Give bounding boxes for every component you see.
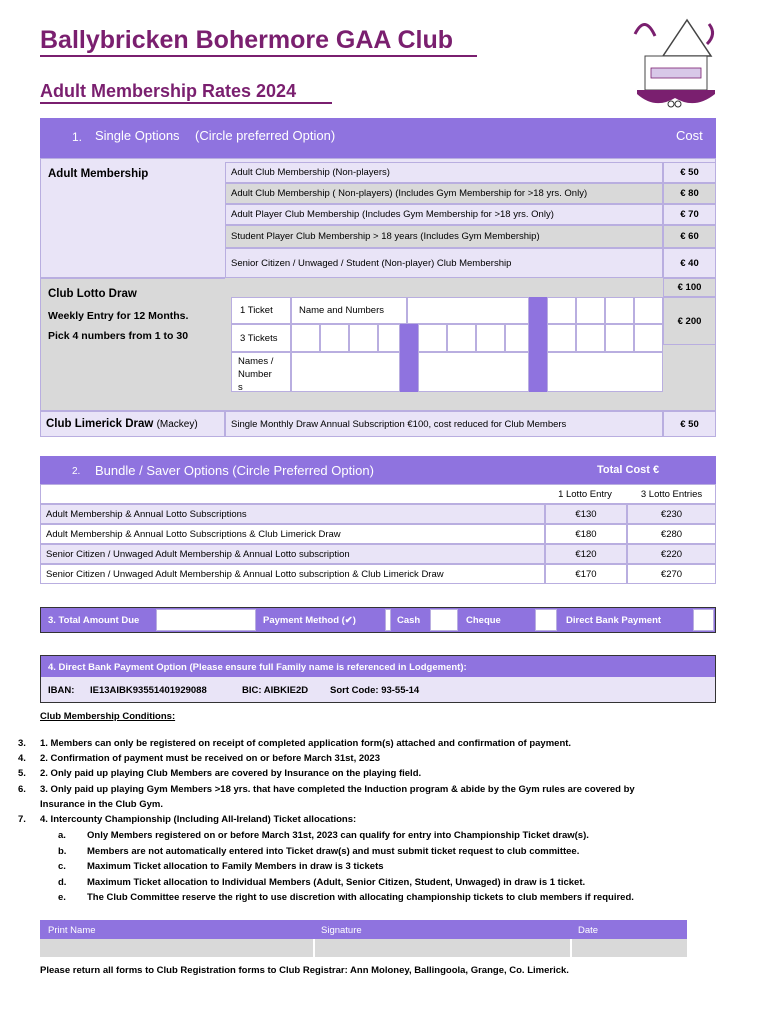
section1-header: [40, 118, 716, 158]
names-field[interactable]: [547, 352, 663, 392]
bundle-cost-three[interactable]: €220: [627, 544, 716, 564]
bundle-cost-three[interactable]: €280: [627, 524, 716, 544]
option-desc: Single Monthly Draw Annual Subscription €100, cost reduced for Club Members: [231, 418, 567, 430]
names-numbers-label: [231, 352, 291, 392]
names-field[interactable]: [418, 352, 529, 392]
three-ticket-number-box[interactable]: [291, 324, 320, 352]
payment-method-divider: [385, 609, 391, 631]
condition-num: 5.: [18, 768, 26, 779]
three-ticket-number-box[interactable]: [476, 324, 505, 352]
bundle-cost-one[interactable]: €180: [545, 524, 627, 544]
date-field[interactable]: [572, 939, 687, 957]
option-row[interactable]: [225, 162, 663, 183]
bank-title: 4. Direct Bank Payment Option (Please ensure full Family name is referenced in Lodgement):: [48, 662, 467, 673]
bundle-cost-three[interactable]: €270: [627, 564, 716, 584]
condition-num: 3.: [18, 738, 26, 749]
iban-value: IE13AIBK93551401929088: [90, 685, 207, 696]
three-ticket-number-box[interactable]: [349, 324, 378, 352]
names-field[interactable]: [291, 352, 400, 392]
names-numbers-line: Number: [238, 369, 272, 380]
option-desc: Student Player Club Membership > 18 years (Includes Gym Membership): [231, 231, 540, 242]
footer-note: Please return all forms to Club Registration forms to Club Registrar: Ann Moloney, Ballingoola, Grange, Co. Limerick.: [40, 965, 569, 976]
total-due-label: 3. Total Amount Due: [48, 615, 140, 626]
option-cost: € 70: [663, 204, 716, 225]
subcondition-num: c.: [58, 861, 66, 872]
total-due-field[interactable]: [156, 609, 256, 631]
lotto-separator: [529, 324, 547, 352]
page-subtitle: Adult Membership Rates 2024: [40, 81, 297, 101]
names-numbers-line: Names /: [238, 356, 274, 367]
lotto-separator: [400, 352, 418, 392]
iban-label: IBAN:: [48, 685, 75, 696]
three-tickets-label: 3 Tickets: [231, 324, 291, 352]
name-numbers-label: Name and Numbers: [291, 297, 407, 324]
lotto-line1: Weekly Entry for 12 Months.: [48, 310, 189, 322]
bundle-desc: Adult Membership & Annual Lotto Subscriptions: [46, 508, 247, 520]
option-cost: € 40: [663, 248, 716, 278]
direct-checkbox[interactable]: [693, 609, 714, 631]
three-ticket-number-box[interactable]: [634, 324, 663, 352]
one-ticket-number-box[interactable]: [634, 297, 663, 324]
lotto-one-cost: € 100: [663, 278, 716, 297]
bundle-desc: Senior Citizen / Unwaged Adult Membership & Annual Lotto subscription & Club Limerick Draw: [46, 568, 444, 580]
condition-text: 2. Confirmation of payment must be received on or before March 31st, 2023: [40, 753, 380, 764]
option-row[interactable]: [225, 411, 663, 437]
lotto-separator: [529, 352, 547, 392]
adult-membership-label: Adult Membership: [48, 168, 149, 180]
conditions-heading: Club Membership Conditions:: [40, 711, 176, 722]
cost-header: Cost: [676, 128, 703, 143]
three-ticket-number-box[interactable]: [576, 324, 605, 352]
option-row[interactable]: [225, 204, 663, 225]
cash-checkbox[interactable]: [430, 609, 458, 631]
option-desc: Senior Citizen / Unwaged / Student (Non-player) Club Membership: [231, 257, 512, 269]
three-ticket-number-box[interactable]: [505, 324, 529, 352]
cheque-label: Cheque: [466, 615, 501, 626]
bundle-row[interactable]: [40, 544, 545, 564]
bundle-row[interactable]: [40, 524, 545, 544]
subcondition-text: Maximum Ticket allocation to Individual Members (Adult, Senior Citizen, Student, Unwaged) in draw is 1 ticket.: [87, 877, 586, 888]
three-ticket-number-box[interactable]: [447, 324, 476, 352]
three-ticket-number-box[interactable]: [378, 324, 400, 352]
bundle-desc: Senior Citizen / Unwaged Adult Membership & Annual Lotto subscription: [46, 548, 350, 560]
subcondition-text: Members are not automatically entered into Ticket draw(s) and must submit ticket request to club committee.: [87, 846, 580, 857]
cheque-checkbox[interactable]: [535, 609, 557, 631]
bundle-cost-one[interactable]: €170: [545, 564, 627, 584]
direct-label: Direct Bank Payment: [566, 615, 662, 626]
limerick-sub: (Mackey): [156, 418, 198, 430]
subcondition-text: The Club Committee reserve the right to use discretion with allocating championship tickets to club members if required.: [87, 892, 634, 903]
option-cost: € 50: [663, 162, 716, 183]
lotto-separator: [400, 324, 418, 352]
club-name: Ballybricken Bohermore GAA Club: [40, 26, 454, 54]
one-ticket-number-box[interactable]: [547, 297, 576, 324]
option-row[interactable]: [225, 225, 663, 248]
limerick-title: Club Limerick Draw: [46, 418, 154, 430]
condition-text: 4. Intercounty Championship (Including All-Ireland) Ticket allocations:: [40, 814, 357, 825]
total-cost-header: Total Cost €: [597, 464, 660, 476]
option-desc: Adult Club Membership ( Non-players) (Includes Gym Membership for >18 yrs. Only): [231, 188, 588, 199]
payment-method-label: Payment Method (✔): [263, 615, 356, 626]
bundle-cost-one[interactable]: €120: [545, 544, 627, 564]
one-ticket-number-box[interactable]: [605, 297, 634, 324]
section1-title: Single Options: [95, 128, 180, 143]
option-row[interactable]: [225, 183, 663, 204]
subcondition-text: Only Members registered on or before March 31st, 2023 can qualify for entry into Championship Ticket draw(s).: [87, 830, 589, 841]
condition-num: 6.: [18, 784, 26, 795]
subcondition-text: Maximum Ticket allocation to Family Members in draw is 3 tickets: [87, 861, 384, 872]
bundle-cost-one[interactable]: €130: [545, 504, 627, 524]
three-ticket-number-box[interactable]: [320, 324, 349, 352]
bundle-row[interactable]: [40, 564, 545, 584]
lotto-spacer: [225, 278, 663, 297]
condition-num: 7.: [18, 814, 26, 825]
col-three-lotto: 3 Lotto Entries: [640, 488, 703, 500]
signature-label: Signature: [321, 925, 362, 936]
one-ticket-name-field[interactable]: [407, 297, 529, 324]
option-cost: € 60: [663, 225, 716, 248]
section2-title: Bundle / Saver Options (Circle Preferred Option): [95, 463, 374, 478]
bic-value: BIC: AIBKIE2D: [242, 685, 309, 696]
date-label: Date: [578, 925, 599, 936]
club-crest-logo: [625, 14, 725, 114]
lotto-three-cost: € 200: [663, 297, 716, 345]
three-ticket-number-box[interactable]: [605, 324, 634, 352]
subcondition-num: e.: [58, 892, 66, 903]
condition-text: 2. Only paid up playing Club Members are covered by Insurance on the playing field.: [40, 768, 422, 779]
condition-num: 4.: [18, 753, 26, 764]
lotto-separator: [529, 297, 547, 324]
col-one-lotto: 1 Lotto Entry: [558, 488, 612, 500]
option-row[interactable]: [225, 248, 663, 278]
section2-header: [40, 456, 716, 484]
bundle-row[interactable]: [40, 504, 545, 524]
condition-text: 3. Only paid up playing Gym Members >18 yrs. that have completed the Induction program & abide by the Gym rules are covered by: [40, 784, 635, 795]
section1-hint: (Circle preferred Option): [195, 128, 336, 143]
subcondition-num: d.: [58, 877, 67, 888]
lotto-title: Club Lotto Draw: [48, 288, 137, 300]
three-ticket-number-box[interactable]: [418, 324, 447, 352]
subcondition-num: a.: [58, 830, 66, 841]
condition-text: 1. Members can only be registered on receipt of completed application form(s) attached and confirmation of payment.: [40, 738, 572, 749]
bundle-desc: Adult Membership & Annual Lotto Subscriptions & Club Limerick Draw: [46, 528, 341, 540]
limerick-label: [40, 411, 225, 437]
one-ticket-number-box[interactable]: [576, 297, 605, 324]
section1-number: 1.: [72, 130, 83, 144]
lotto-line2: Pick 4 numbers from 1 to 30: [48, 330, 189, 342]
bundle-cost-three[interactable]: €230: [627, 504, 716, 524]
option-cost: € 50: [663, 411, 716, 437]
sort-code-value: Sort Code: 93-55-14: [330, 685, 420, 696]
subtitle-underline: [40, 102, 332, 104]
signature-field[interactable]: [315, 939, 570, 957]
section2-number: 2.: [72, 466, 81, 477]
print-name-label: Print Name: [48, 925, 96, 936]
option-cost: € 80: [663, 183, 716, 204]
names-numbers-line: s: [238, 382, 243, 393]
subcondition-num: b.: [58, 846, 67, 857]
three-ticket-number-box[interactable]: [547, 324, 576, 352]
one-ticket-label: 1 Ticket: [231, 297, 291, 324]
print-name-field[interactable]: [40, 939, 313, 957]
option-desc: Adult Player Club Membership (Includes Gym Membership for >18 yrs. Only): [231, 209, 554, 220]
option-desc: Adult Club Membership (Non-players): [231, 167, 390, 178]
title-underline: [40, 55, 477, 57]
condition-text: Insurance in the Club Gym.: [40, 799, 163, 810]
cash-label: Cash: [397, 615, 421, 626]
